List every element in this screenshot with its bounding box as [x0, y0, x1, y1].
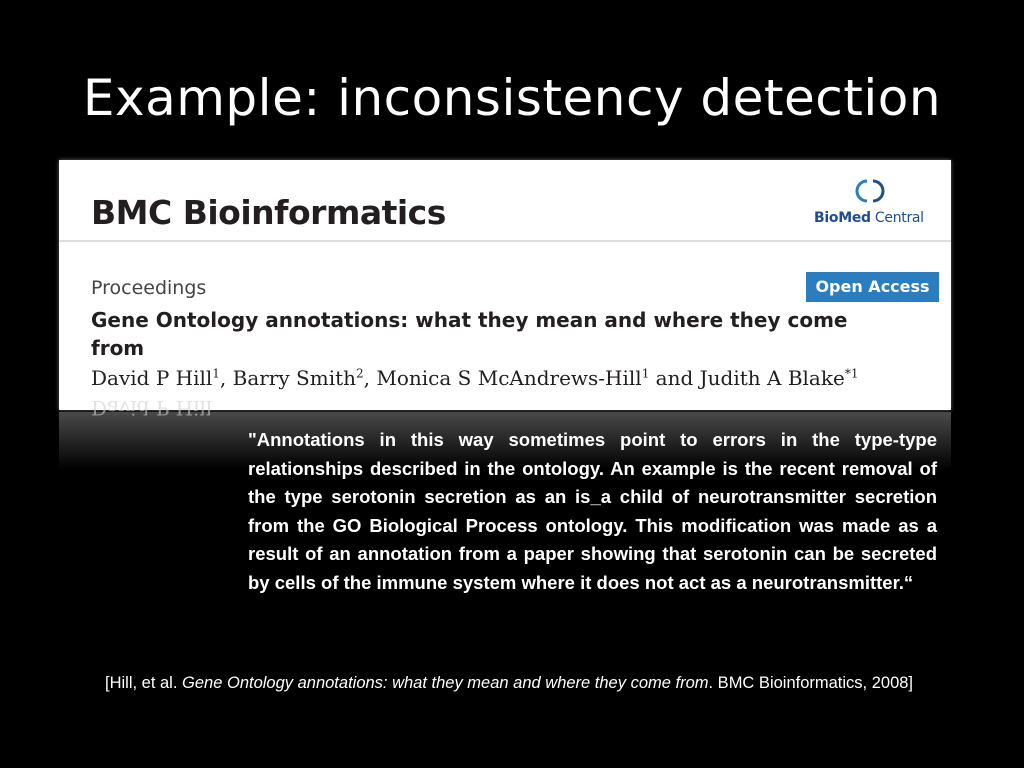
author-name: David P Hill	[91, 366, 213, 390]
quote-text: "Annotations in this way sometimes point to errors in the type-type relationships described in the ontology. An example is the recent removal of the type serotonin secretion as an is_a child of neurotransmitter secretion from the GO Biological Process ontology. This modification was made as a result of an annotation from a paper showing that serotonin can be secreted by cells of the immune system where it does not act as a neurotransmitter.“	[248, 429, 937, 593]
author-name: Monica S McAndrews-Hill	[376, 366, 642, 390]
citation: [Hill, et al. Gene Ontology annotations: what they mean and where they come from. BMC Bioinformatics, 2008]	[105, 674, 914, 692]
author-affiliation: 1	[212, 366, 220, 381]
author-name: Barry Smith	[232, 366, 357, 390]
reflected-authors: David P Hill	[91, 396, 213, 420]
author-affiliation: *1	[844, 366, 859, 381]
publisher-logo	[814, 178, 932, 230]
author-list: David P Hill$^1$, Barry Smith$^2$, Monica S McAndrews-Hill$^1$ and Judith A Blake$^{*1}$	[91, 366, 859, 390]
publisher-name: BioMed Central	[814, 210, 924, 226]
open-access-badge: Open Access	[806, 272, 939, 302]
journal-name: BMC Bioinformatics	[91, 193, 446, 232]
biomed-central-circle-icon	[858, 178, 882, 204]
article-section: Proceedings	[91, 277, 207, 299]
slide-title: Example: inconsistency detection	[82, 69, 942, 127]
author-affiliation: 2	[356, 366, 364, 381]
article-header-image	[59, 160, 951, 410]
author-name: Judith A Blake	[699, 366, 845, 390]
author-affiliation: 1	[641, 366, 650, 381]
header-divider	[59, 240, 951, 242]
article-title: Gene Ontology annotations: what they mean and where they come from	[91, 308, 848, 360]
citation-title: Gene Ontology annotations: what they mean and where they come from	[182, 674, 709, 692]
